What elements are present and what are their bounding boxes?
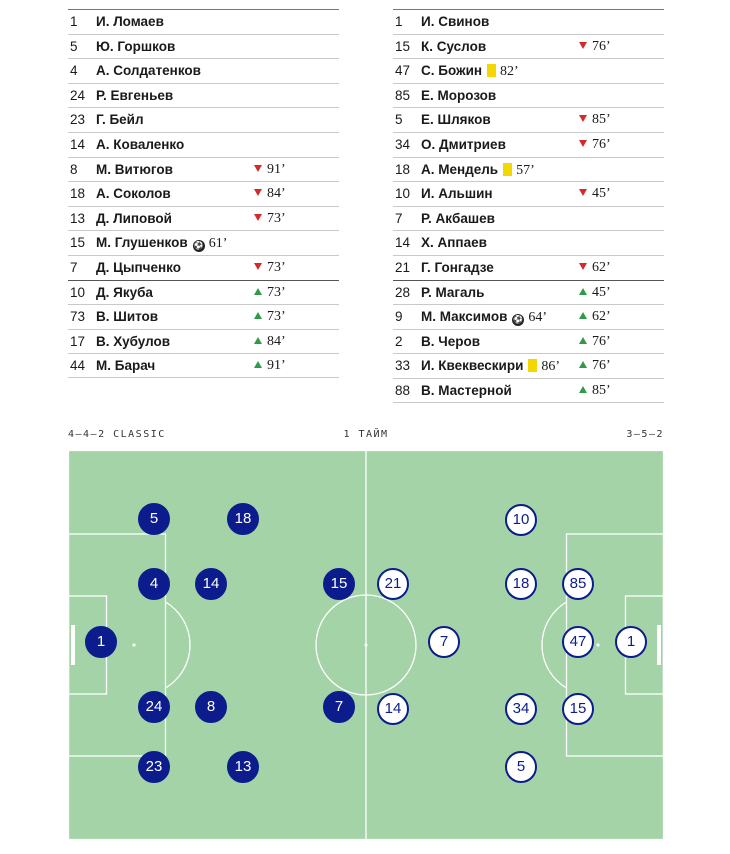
player-name	[96, 281, 153, 305]
player-name-text: М. Барач	[96, 358, 156, 374]
lineup-row	[68, 34, 339, 59]
player-name-text: Д. Липовой	[96, 210, 172, 226]
substitution	[254, 330, 286, 354]
player-number: 5	[70, 38, 78, 54]
substitution-minute: 73’	[267, 259, 286, 275]
player-number: 23	[70, 112, 86, 128]
player-name-text: В. Мастерной	[421, 382, 512, 398]
player-number: 4	[70, 63, 78, 79]
player-name	[96, 231, 227, 256]
lineup-row	[393, 280, 664, 305]
substitution-minute: 76’	[592, 38, 611, 54]
substitution	[254, 207, 286, 231]
substitution	[579, 305, 611, 329]
away-player-marker: 15	[562, 693, 594, 725]
substitution	[254, 256, 286, 280]
substitution	[579, 35, 611, 59]
player-name-text: Е. Морозов	[421, 87, 497, 103]
player-name	[421, 256, 494, 280]
substitution	[579, 133, 611, 157]
arrow-down-icon	[579, 42, 587, 49]
arrow-up-icon	[579, 288, 587, 295]
lineup-row	[393, 83, 664, 108]
player-name-text: О. Дмитриев	[421, 136, 506, 152]
ball-icon: ⚽	[513, 315, 524, 325]
player-number: 7	[70, 259, 78, 275]
player-name	[96, 84, 173, 108]
substitution-minute: 91’	[267, 358, 286, 374]
player-name-text: Ю. Горшков	[96, 38, 176, 54]
substitution-minute: 84’	[267, 186, 286, 202]
player-name-text: С. Божин	[421, 63, 483, 79]
home-lineup-table	[68, 9, 339, 378]
player-name-text: И. Ломаев	[96, 14, 164, 29]
lineup-row	[68, 304, 339, 329]
event-minute: 57’	[516, 162, 535, 178]
player-number: 33	[395, 358, 411, 374]
player-name-text: А. Коваленко	[96, 136, 185, 152]
player-number: 18	[70, 186, 86, 202]
player-name	[421, 231, 487, 255]
player-number: 88	[395, 382, 411, 398]
player-name	[421, 305, 547, 330]
yellow-card-icon	[503, 163, 512, 176]
player-name-text: А. Солдатенков	[96, 63, 201, 79]
player-name	[96, 108, 144, 132]
player-number: 17	[70, 333, 86, 349]
substitution-minute: 76’	[592, 136, 611, 152]
player-name-text: Р. Магаль	[421, 284, 485, 300]
lineup-row	[393, 58, 664, 83]
arrow-up-icon	[579, 312, 587, 319]
substitution	[254, 182, 286, 206]
lineup-row	[68, 255, 339, 280]
player-name	[96, 10, 164, 34]
lineup-row	[68, 83, 339, 108]
home-player-marker: 4	[138, 568, 170, 600]
player-name	[96, 35, 175, 59]
player-name-text: Г. Бейл	[96, 112, 144, 128]
player-number: 7	[395, 210, 403, 226]
lineup-row	[393, 230, 664, 255]
substitution-minute: 73’	[267, 284, 286, 300]
player-name	[421, 35, 486, 59]
player-name-text: К. Суслов	[421, 38, 487, 54]
player-number: 14	[395, 235, 411, 251]
home-player-marker: 23	[138, 751, 170, 783]
yellow-card-icon	[528, 359, 537, 372]
lineup-row	[68, 280, 339, 305]
player-number: 47	[395, 63, 411, 79]
away-player-marker: 21	[377, 568, 409, 600]
home-player-marker: 13	[227, 751, 259, 783]
yellow-card-icon	[487, 64, 496, 77]
lineup-row	[393, 378, 664, 403]
substitution-minute: 91’	[267, 161, 286, 177]
lineup-row	[68, 157, 339, 182]
away-player-marker: 7	[428, 626, 460, 658]
lineup-row	[393, 107, 664, 132]
player-number: 14	[70, 136, 86, 152]
lineup-row	[68, 353, 339, 378]
home-player-marker: 15	[323, 568, 355, 600]
player-number: 10	[70, 284, 86, 300]
substitution-minute: 45’	[592, 284, 611, 300]
substitution-minute: 73’	[267, 210, 286, 226]
substitution-minute: 76’	[592, 333, 611, 349]
player-name-text: В. Шитов	[96, 309, 159, 325]
away-player-marker: 10	[505, 504, 537, 536]
substitution-minute: 62’	[592, 259, 611, 275]
away-formation: 3–5–2	[626, 429, 664, 440]
lineup-row	[393, 9, 664, 34]
event-minute: 61’	[208, 236, 228, 252]
player-number: 13	[70, 210, 86, 226]
arrow-down-icon	[254, 263, 262, 270]
substitution	[254, 158, 286, 182]
away-player-marker: 5	[505, 751, 537, 783]
arrow-down-icon	[579, 189, 587, 196]
field-header	[68, 429, 664, 443]
player-name-text: М. Витюгов	[96, 161, 173, 177]
player-name	[421, 182, 493, 206]
arrow-up-icon	[579, 386, 587, 393]
substitution	[579, 108, 611, 132]
event-minute: 86’	[541, 359, 561, 375]
player-number: 1	[70, 14, 78, 29]
arrow-down-icon	[579, 263, 587, 270]
player-name	[96, 182, 171, 206]
player-number: 10	[395, 186, 411, 202]
substitution	[254, 281, 286, 305]
player-name	[421, 379, 512, 403]
player-name	[421, 133, 506, 157]
period-label: 1 ТАЙМ	[343, 429, 389, 440]
substitution	[579, 379, 611, 403]
player-name-text: Д. Цыпченко	[96, 259, 181, 275]
player-name	[96, 158, 173, 182]
player-name-text: В. Хубулов	[96, 333, 171, 349]
player-name	[96, 354, 155, 378]
arrow-up-icon	[254, 361, 262, 368]
arrow-up-icon	[579, 361, 587, 368]
home-player-marker: 5	[138, 503, 170, 535]
substitution-minute: 85’	[592, 112, 611, 128]
home-player-marker: 18	[227, 503, 259, 535]
player-name	[96, 207, 172, 231]
arrow-up-icon	[579, 337, 587, 344]
player-number: 21	[395, 259, 411, 275]
player-name-text: И. Квеквескири	[421, 358, 524, 374]
away-lineup-table	[393, 9, 664, 403]
arrow-down-icon	[254, 165, 262, 172]
player-name-text: Х. Аппаев	[421, 235, 487, 251]
player-number: 8	[70, 161, 78, 177]
player-name-text: М. Максимов	[421, 309, 508, 325]
arrow-down-icon	[579, 115, 587, 122]
arrow-down-icon	[579, 140, 587, 147]
player-name	[96, 330, 170, 354]
player-name	[421, 59, 519, 84]
player-name-text: А. Соколов	[96, 186, 171, 202]
home-player-marker: 8	[195, 691, 227, 723]
event-minute: 82’	[500, 64, 519, 80]
lineup-row	[68, 132, 339, 157]
player-name-text: Д. Якуба	[96, 284, 153, 300]
home-player-marker: 7	[323, 691, 355, 723]
substitution	[579, 182, 611, 206]
player-name-text: Р. Акбашев	[421, 210, 495, 226]
away-player-marker: 1	[615, 626, 647, 658]
player-name	[421, 84, 496, 108]
substitution	[579, 354, 611, 378]
player-name	[96, 59, 201, 83]
substitution-minute: 73’	[267, 309, 286, 325]
home-formation: 4–4–2 CLASSIC	[68, 429, 166, 440]
player-number: 73	[70, 309, 86, 325]
event-minute: 64’	[528, 310, 548, 326]
home-player-marker: 24	[138, 691, 170, 723]
player-name	[96, 133, 184, 157]
away-player-marker: 85	[562, 568, 594, 600]
lineup-row	[68, 58, 339, 83]
lineup-row	[393, 157, 664, 182]
substitution-minute: 76’	[592, 358, 611, 374]
lineup-row	[393, 34, 664, 59]
away-player-marker: 34	[505, 693, 537, 725]
lineup-row	[68, 230, 339, 255]
player-number: 34	[395, 136, 411, 152]
player-number: 15	[70, 235, 86, 251]
lineup-row	[68, 329, 339, 354]
player-name	[96, 256, 181, 280]
ball-icon: ⚽	[193, 241, 204, 251]
lineup-row	[68, 9, 339, 34]
player-name-text: И. Альшин	[421, 186, 493, 202]
player-number: 15	[395, 38, 411, 54]
lineup-row	[393, 255, 664, 280]
lineup-row	[68, 181, 339, 206]
player-name	[421, 158, 535, 183]
pitch	[68, 450, 664, 840]
player-name	[421, 354, 560, 379]
arrow-down-icon	[254, 214, 262, 221]
player-number: 85	[395, 87, 411, 103]
substitution	[579, 281, 611, 305]
player-name-text: В. Черов	[421, 333, 481, 349]
away-player-marker: 18	[505, 568, 537, 600]
player-name	[421, 281, 484, 305]
player-name-text: А. Мендель	[421, 161, 499, 177]
player-name	[421, 330, 480, 354]
player-name	[421, 207, 495, 231]
lineup-row	[68, 107, 339, 132]
away-player-marker: 14	[377, 693, 409, 725]
player-name-text: И. Свинов	[421, 14, 490, 29]
player-number: 18	[395, 161, 411, 177]
player-number: 28	[395, 284, 411, 300]
player-number: 44	[70, 358, 86, 374]
lineup-row	[393, 181, 664, 206]
player-name	[96, 305, 158, 329]
substitution-minute: 62’	[592, 309, 611, 325]
lineup-row	[68, 206, 339, 231]
lineup-row	[393, 132, 664, 157]
lineup-row	[393, 353, 664, 378]
substitution	[579, 330, 611, 354]
substitution	[579, 256, 611, 280]
arrow-down-icon	[254, 189, 262, 196]
lineup-row	[393, 304, 664, 329]
player-name-text: М. Глушенков	[96, 235, 188, 251]
substitution-minute: 84’	[267, 333, 286, 349]
player-number: 24	[70, 87, 86, 103]
substitution-minute: 45’	[592, 186, 611, 202]
lineup-row	[393, 206, 664, 231]
player-name-text: Г. Гонгадзе	[421, 259, 494, 275]
substitution	[254, 305, 286, 329]
player-name	[421, 108, 491, 132]
player-number: 2	[395, 333, 403, 349]
substitution	[254, 354, 286, 378]
lineup-row	[393, 329, 664, 354]
arrow-up-icon	[254, 288, 262, 295]
player-name-text: Р. Евгеньев	[96, 87, 174, 103]
home-player-marker: 14	[195, 568, 227, 600]
away-player-marker: 47	[562, 626, 594, 658]
player-name	[421, 10, 489, 34]
player-number: 1	[395, 14, 403, 29]
substitution-minute: 85’	[592, 382, 611, 398]
player-name-text: Е. Шляков	[421, 112, 491, 128]
player-number: 9	[395, 309, 403, 325]
arrow-up-icon	[254, 312, 262, 319]
arrow-up-icon	[254, 337, 262, 344]
home-player-marker: 1	[85, 626, 117, 658]
player-number: 5	[395, 112, 403, 128]
